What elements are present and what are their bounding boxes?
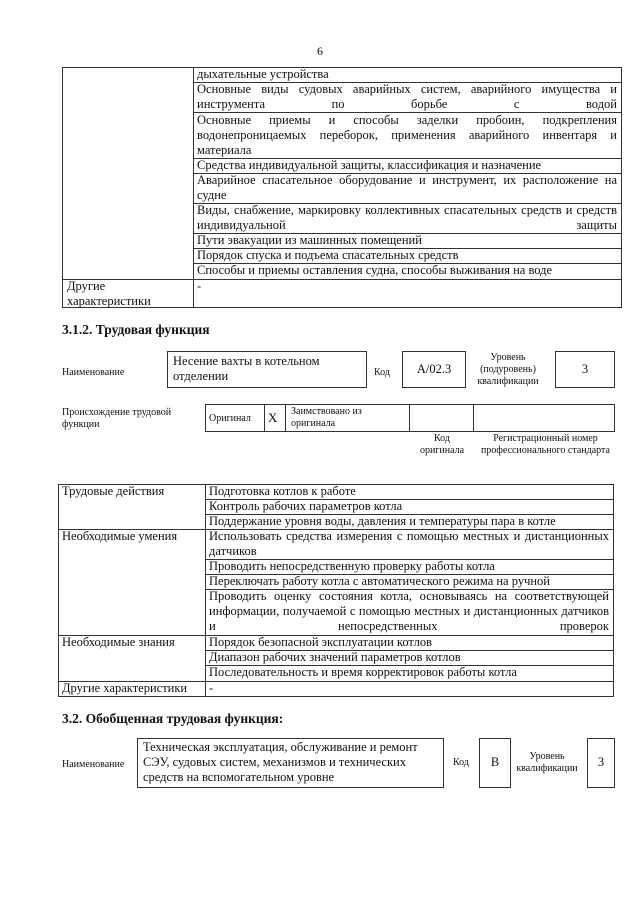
code-original-label: Код оригинала bbox=[419, 433, 465, 456]
labor-action-3: Поддержание уровня воды, давления и температуры пара в котле bbox=[209, 514, 556, 528]
original-label: Оригинал bbox=[209, 413, 251, 424]
level-value-32: 3 bbox=[597, 755, 605, 769]
labor-action-2: Контроль рабочих параметров котла bbox=[209, 499, 403, 513]
code-value-312: A/02.3 bbox=[416, 362, 452, 376]
reg-number-label: Регистрационный номер профессионального стандарта bbox=[481, 433, 610, 456]
level-value-box-312 bbox=[555, 351, 615, 388]
name-label-312: Наименование bbox=[62, 367, 125, 378]
origin-label: Происхождение трудовой функции bbox=[62, 407, 172, 430]
borrowed-label: Заимствовано из оригинала bbox=[291, 406, 362, 429]
top-row-3: Основные приемы и способы заделки пробоин, подкрепления водонепроницаемых переборок, применения аварийного инвентаря и материала bbox=[197, 113, 617, 157]
skill-2: Проводить непосредственную проверку работы котла bbox=[209, 559, 495, 573]
level-value-box-32 bbox=[587, 738, 615, 788]
labor-actions-label: Трудовые действия bbox=[62, 484, 165, 498]
code-value-32: B bbox=[490, 755, 500, 769]
top-row-5: Аварийное спасательное оборудование и инструмент, их расположение на судне bbox=[197, 173, 617, 202]
skill-1: Использовать средства измерения с помощью местных и дистанционных датчиков bbox=[209, 529, 609, 558]
level-value-312: 3 bbox=[581, 362, 589, 376]
code-value-box-32 bbox=[479, 738, 511, 788]
name-value-32: Техническая эксплуатация, обслуживание и ремонт СЭУ, судовых систем, механизмов и технических средств на вспомогательном уровне bbox=[143, 740, 418, 784]
function-other-value: - bbox=[209, 681, 214, 695]
top-row-8: Порядок спуска и подъема спасательных средств bbox=[197, 248, 459, 262]
labor-action-1: Подготовка котлов к работе bbox=[209, 484, 356, 498]
knowledge-2: Диапазон рабочих значений параметров котлов bbox=[209, 650, 461, 664]
code-label-312: Код bbox=[374, 367, 390, 378]
knowledge-1: Порядок безопасной эксплуатации котлов bbox=[209, 635, 432, 649]
section-312-heading: 3.1.2. Трудовая функция bbox=[62, 322, 210, 337]
skills-label: Необходимые умения bbox=[62, 529, 178, 543]
name-value-box-312 bbox=[167, 351, 367, 388]
section-32-heading: 3.2. Обобщенная трудовая функция: bbox=[62, 711, 284, 726]
function-other-label: Другие характеристики bbox=[62, 681, 188, 695]
level-label-312: Уровень (подуровень) квалификации bbox=[477, 352, 539, 387]
skill-3: Переключать работу котла с автоматического режима на ручной bbox=[209, 574, 550, 588]
level-label-32: Уровень квалификации bbox=[516, 751, 578, 774]
top-other-label: Другие характеристики bbox=[67, 279, 151, 308]
knowledge-label: Необходимые знания bbox=[62, 635, 175, 649]
name-label-32: Наименование bbox=[62, 759, 125, 770]
skill-4: Проводить оценку состояния котла, основываясь на соответствующей информации, получаемой с помощью местных и дистанционных датчиков и непосредственных проверок bbox=[209, 589, 609, 633]
top-row-4: Средства индивидуальной защиты, классификация и назначение bbox=[197, 158, 542, 172]
top-row-2: Основные виды судовых аварийных систем, аварийного имущества и инструмента по борьбе с водой bbox=[197, 82, 617, 111]
top-row-7: Пути эвакуации из машинных помещений bbox=[197, 233, 422, 247]
knowledge-3: Последовательность и время корректировок работы котла bbox=[209, 665, 517, 679]
page-number: 6 bbox=[317, 44, 323, 58]
original-mark: X bbox=[268, 410, 278, 425]
top-other-value: - bbox=[197, 279, 202, 293]
top-row-6: Виды, снабжение, маркировку коллективных спасательных средств и средств индивидуальной защиты bbox=[197, 203, 617, 232]
code-label-32: Код bbox=[453, 757, 469, 768]
name-value-box-32 bbox=[137, 738, 444, 788]
top-row-1: дыхательные устройства bbox=[197, 67, 329, 81]
code-value-box-312 bbox=[402, 351, 466, 388]
top-row-9: Способы и приемы оставления судна, способы выживания на воде bbox=[197, 263, 553, 277]
name-value-312: Несение вахты в котельном отделении bbox=[173, 354, 320, 383]
